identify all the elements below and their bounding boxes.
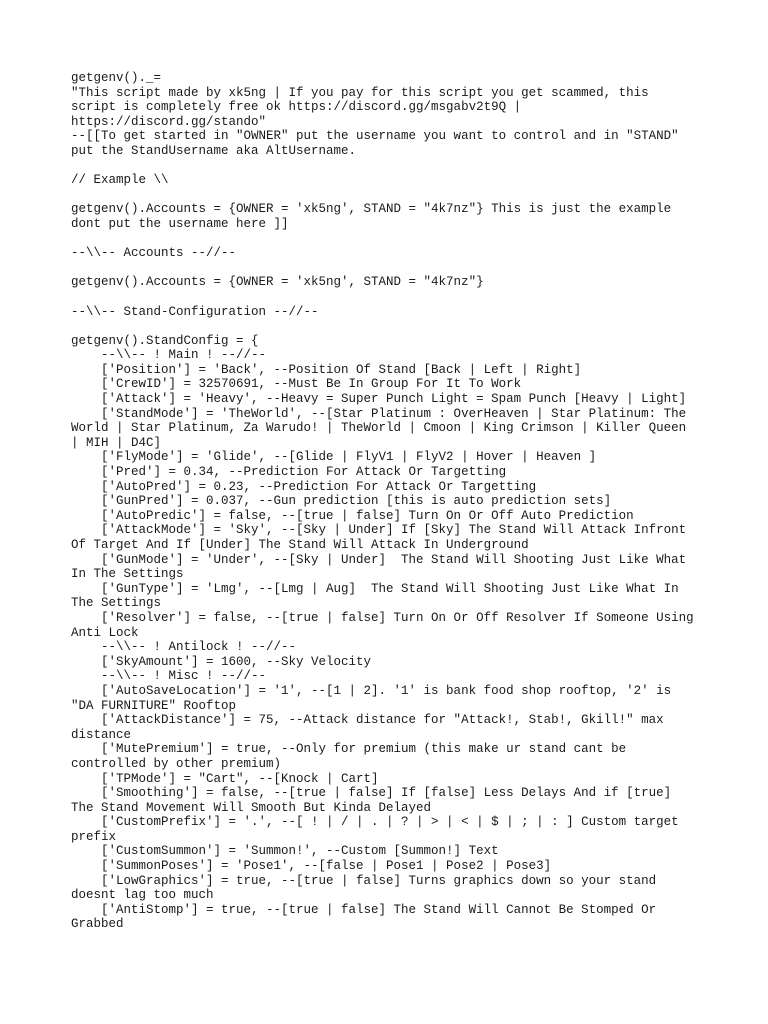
- code-line: The Settings: [71, 596, 162, 611]
- code-line: put the StandUsername aka AltUsername.: [71, 143, 357, 158]
- code-line: ['Position'] = 'Back', --Position Of Stand [Back | Left | Right]: [71, 362, 582, 377]
- section-header: --\\-- ! Misc ! --//--: [71, 669, 267, 684]
- code-line: ['FlyMode'] = 'Glide', --[Glide | FlyV1 | FlyV2 | Hover | Heaven ]: [71, 450, 597, 465]
- code-line: The Stand Movement Will Smooth But Kinda Delayed: [71, 800, 432, 815]
- section-header: --\\-- ! Main ! --//--: [71, 348, 267, 363]
- code-line: ['MutePremium'] = true, --Only for premium (this make ur stand cant be: [71, 742, 627, 757]
- code-line: "DA FURNITURE" Rooftop: [71, 698, 237, 713]
- code-line: getgenv()._=: [71, 71, 162, 85]
- code-line: prefix: [71, 829, 117, 844]
- code-line: | MIH | D4C]: [71, 435, 162, 450]
- code-line: ['CrewID'] = 32570691, --Must Be In Group For It To Work: [71, 377, 522, 392]
- section-header: --\\-- Stand-Configuration --//--: [71, 304, 319, 319]
- code-line: In The Settings: [71, 567, 184, 582]
- code-line: ['Attack'] = 'Heavy', --Heavy = Super Punch Light = Spam Punch [Heavy | Light]: [71, 392, 687, 407]
- code-line: --[[To get started in "OWNER" put the username you want to control and in "STAND": [71, 129, 679, 144]
- code-line: ['SummonPoses'] = 'Pose1', --[false | Pose1 | Pose2 | Pose3]: [71, 859, 552, 874]
- code-line: ['GunType'] = 'Lmg', --[Lmg | Aug] The Stand Will Shooting Just Like What In: [71, 581, 679, 596]
- code-line: ['SkyAmount'] = 1600, --Sky Velocity: [71, 654, 372, 669]
- code-line: script is completely free ok https://discord.gg/msgabv2t9Q |: [71, 100, 522, 115]
- code-line: "This script made by xk5ng | If you pay for this script you get scammed, this: [71, 85, 649, 100]
- code-line: ['AutoPred'] = 0.23, --Prediction For Attack Or Targetting: [71, 479, 537, 494]
- code-line: ['AttackDistance'] = 75, --Attack distance for "Attack!, Stab!, Gkill!" max: [71, 713, 664, 728]
- blank-line: [71, 290, 701, 305]
- blank-line: [71, 232, 701, 247]
- code-line: World | Star Platinum, Za Warudo! | TheWorld | Cmoon | King Crimson | Killer Queen: [71, 421, 687, 436]
- code-line: ['AntiStomp'] = true, --[true | false] The Stand Will Cannot Be Stomped Or: [71, 902, 657, 917]
- code-line: getgenv().StandConfig = {: [71, 333, 259, 348]
- code-line: doesnt lag too much: [71, 888, 214, 903]
- code-line: Anti Lock: [71, 625, 139, 640]
- code-line: ['CustomSummon'] = 'Summon!', --Custom [Summon!] Text: [71, 844, 499, 859]
- section-header: --\\-- Accounts --//--: [71, 246, 237, 261]
- code-line: // Example \\: [71, 173, 169, 188]
- code-line: Grabbed: [71, 917, 124, 932]
- code-line: ['LowGraphics'] = true, --[true | false] Turns graphics down so your stand: [71, 873, 657, 888]
- code-line: ['GunPred'] = 0.037, --Gun prediction [this is auto prediction sets]: [71, 494, 612, 509]
- code-line: dont put the username here ]]: [71, 216, 289, 231]
- code-line: controlled by other premium): [71, 756, 282, 771]
- blank-line: [71, 188, 701, 203]
- code-line: ['GunMode'] = 'Under', --[Sky | Under] The Stand Will Shooting Just Like What: [71, 552, 687, 567]
- code-line: ['CustomPrefix'] = '.', --[ ! | / | . | ? | > | < | $ | ; | : ] Custom target: [71, 815, 679, 830]
- code-line: distance: [71, 727, 132, 742]
- code-line: Of Target And If [Under] The Stand Will Attack In Underground: [71, 538, 529, 552]
- code-line: ['StandMode'] = 'TheWorld', --[Star Platinum : OverHeaven | Star Platinum: The: [71, 406, 687, 421]
- code-line: ['AutoPredic'] = false, --[true | false] Turn On Or Off Auto Prediction: [71, 508, 634, 523]
- section-header: --\\-- ! Antilock ! --//--: [71, 640, 297, 655]
- code-line: ['TPMode'] = "Cart", --[Knock | Cart]: [71, 771, 379, 786]
- blank-line: [71, 319, 701, 334]
- code-line: https://discord.gg/stando": [71, 114, 267, 129]
- code-line: ['Resolver'] = false, --[true | false] Turn On Or Off Resolver If Someone Using: [71, 610, 694, 625]
- code-line: getgenv().Accounts = {OWNER = 'xk5ng', STAND = "4k7nz"} This is just the example: [71, 202, 672, 217]
- blank-line: [71, 261, 701, 276]
- blank-line: [71, 159, 701, 174]
- code-line: ['Pred'] = 0.34, --Prediction For Attack Or Targetting: [71, 465, 507, 480]
- code-line: getgenv().Accounts = {OWNER = 'xk5ng', STAND = "4k7nz"}: [71, 275, 484, 290]
- code-line: ['AutoSaveLocation'] = '1', --[1 | 2]. '1' is bank food shop rooftop, '2' is: [71, 683, 672, 698]
- code-document: [71, 71, 701, 932]
- code-line: ['Smoothing'] = false, --[true | false] If [false] Less Delays And if [true]: [71, 786, 672, 801]
- code-line: ['AttackMode'] = 'Sky', --[Sky | Under] If [Sky] The Stand Will Attack Infront: [71, 523, 687, 538]
